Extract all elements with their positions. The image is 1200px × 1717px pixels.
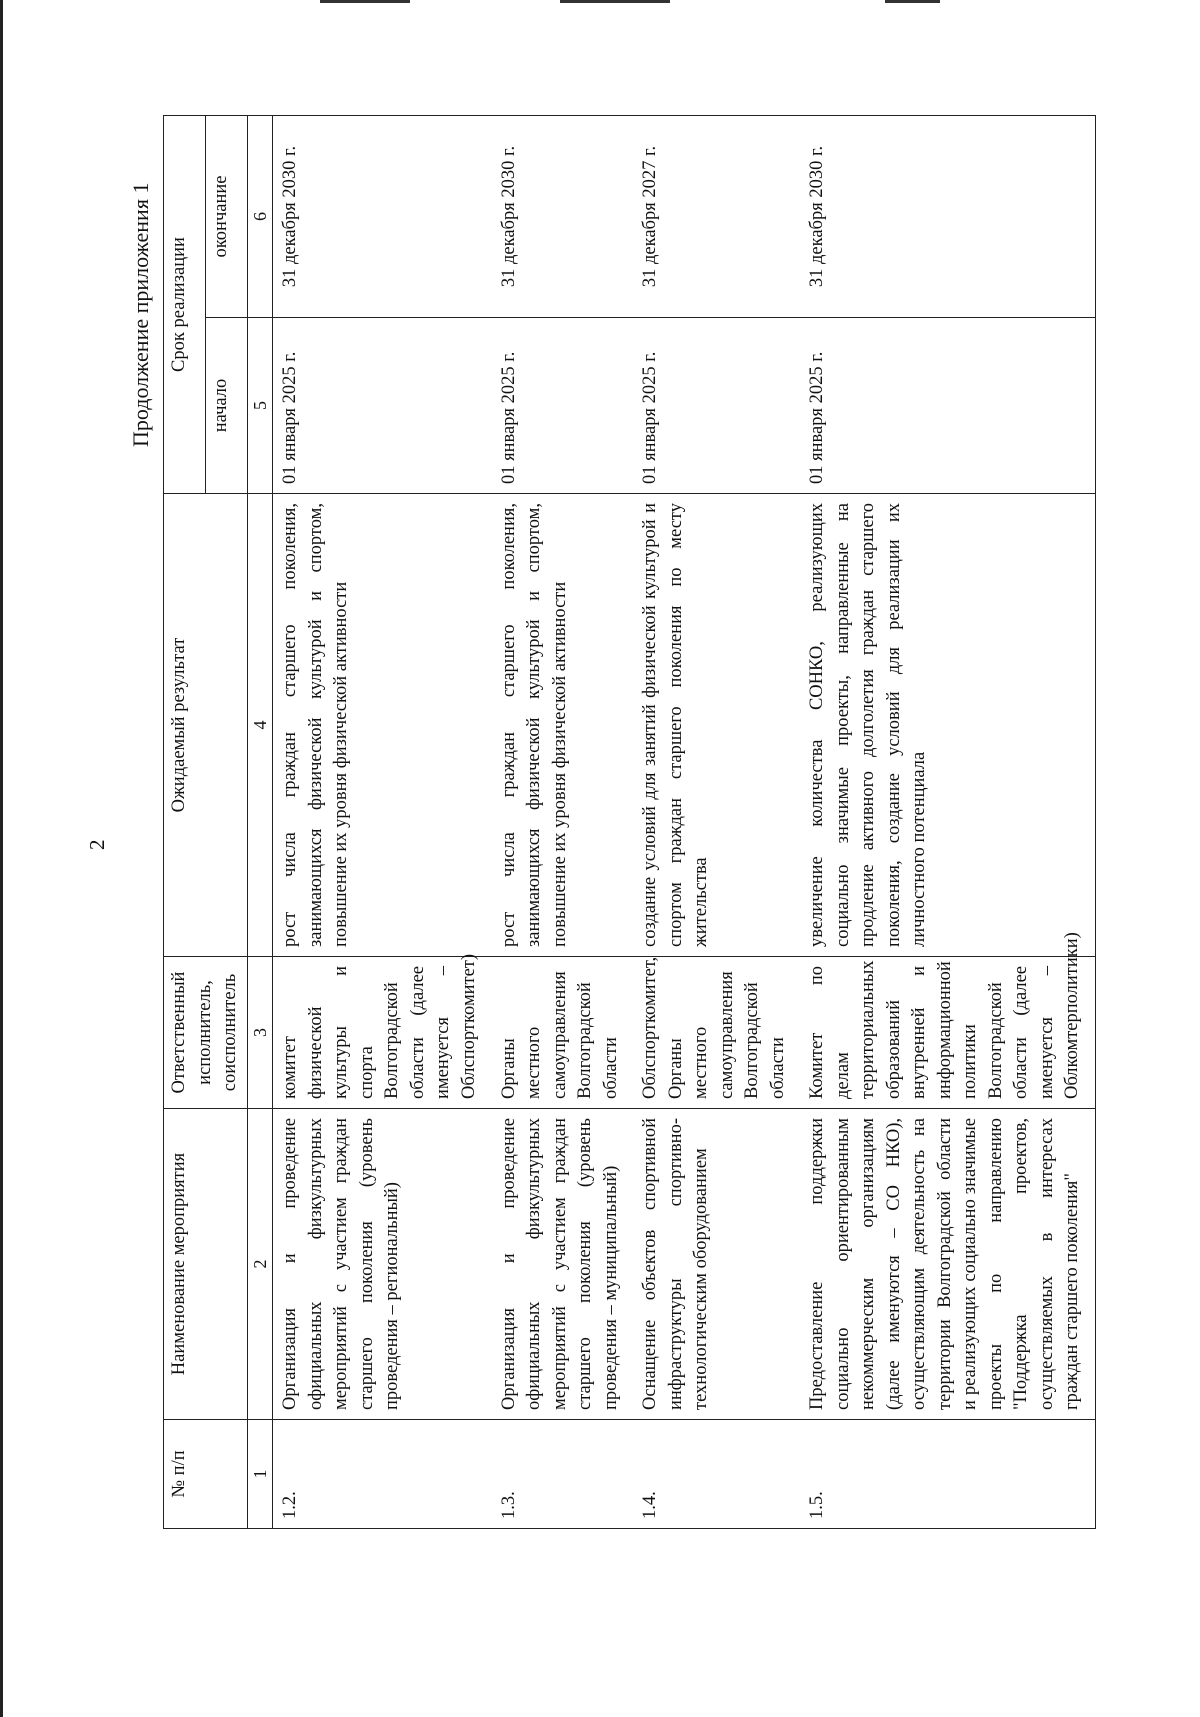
- expected-result: рост числа граждан старшего поколения, занимающихся физической культурой и спортом, повышение их уровня физической активности: [492, 494, 634, 957]
- activity-name: Оснащение объектов спортивной инфраструктуры спортивно-технологическим оборудованием: [633, 1109, 800, 1420]
- row-number: 1.3.: [492, 1420, 634, 1529]
- header-responsible: Ответственный исполнитель, соисполнитель: [164, 957, 248, 1109]
- column-number: 1: [247, 1420, 273, 1529]
- continuation-label: Продолжение приложения 1: [128, 182, 153, 447]
- column-number: 4: [247, 494, 273, 957]
- column-number: 5: [247, 318, 273, 494]
- column-numbers-row: [247, 116, 273, 1529]
- activity-name: Организация и проведение официальных физкультурных мероприятий с участием граждан старшего поколения (уровень проведения – муниципальный): [492, 1109, 634, 1420]
- table-row: [492, 116, 634, 1529]
- column-number: 2: [247, 1109, 273, 1420]
- column-number: 6: [247, 116, 273, 318]
- header-start: начало: [205, 318, 247, 494]
- header-name: Наименование мероприятия: [164, 1109, 248, 1420]
- row-number: 1.4.: [633, 1420, 800, 1529]
- row-number: 1.5.: [800, 1420, 1095, 1529]
- table-row: [633, 116, 800, 1529]
- start-date: 01 января 2025 г.: [273, 318, 492, 494]
- start-date: 01 января 2025 г.: [492, 318, 634, 494]
- table-row: [273, 116, 492, 1529]
- activity-name: Предоставление поддержки социально ориентированным некоммерческим организациям (далее именуются – СО НКО), осуществляющим деятельность на территории Волгоградской области и реализующих социально значимые проекты по направлению "Поддержка проектов, осуществляемых в интересах граждан старшего поколения": [800, 1109, 1095, 1420]
- table-row: [800, 116, 1095, 1529]
- header-result: Ожидаемый результат: [164, 494, 248, 957]
- header-num: № п/п: [164, 1420, 248, 1529]
- end-date: 31 декабря 2027 г.: [633, 116, 800, 318]
- expected-result: создание условий для занятий физической культурой и спортом граждан старшего поколения по месту жительства: [633, 494, 800, 957]
- start-date: 01 января 2025 г.: [633, 318, 800, 494]
- header-period: Срок реализации: [164, 116, 206, 494]
- responsible-executor: Органы местного самоуправления Волгоградской области: [492, 957, 634, 1109]
- responsible-executor: комитет физической культуры и спорта Волгоградской области (далее именуется – Облспорткомитет): [273, 957, 492, 1109]
- page-number: 2: [85, 839, 109, 850]
- header-row: [164, 116, 206, 1529]
- header-end: окончание: [205, 116, 247, 318]
- end-date: 31 декабря 2030 г.: [492, 116, 634, 318]
- activities-table: [163, 115, 1096, 1529]
- responsible-executor: Комитет по делам территориальных образований внутренней и информационной политики Волгоградской области (далее именуется – Облкомтерполитики): [800, 957, 1095, 1109]
- expected-result: увеличение количества СОНКО, реализующих социально значимые проекты, направленные на продление активного долголетия граждан старшего поколения, создание условий для реализации их личностного потенциала: [800, 494, 1095, 957]
- start-date: 01 января 2025 г.: [800, 318, 1095, 494]
- activity-name: Организация и проведение официальных физкультурных мероприятий с участием граждан старшего поколения (уровень проведения – региональный): [273, 1109, 492, 1420]
- expected-result: рост числа граждан старшего поколения, занимающихся физической культурой и спортом, повышение их уровня физической активности: [273, 494, 492, 957]
- end-date: 31 декабря 2030 г.: [800, 116, 1095, 318]
- row-number: 1.2.: [273, 1420, 492, 1529]
- column-number: 3: [247, 957, 273, 1109]
- responsible-executor: Облспорткомитет, Органы местного самоуправления Волгоградской области: [633, 957, 800, 1109]
- end-date: 31 декабря 2030 г.: [273, 116, 492, 318]
